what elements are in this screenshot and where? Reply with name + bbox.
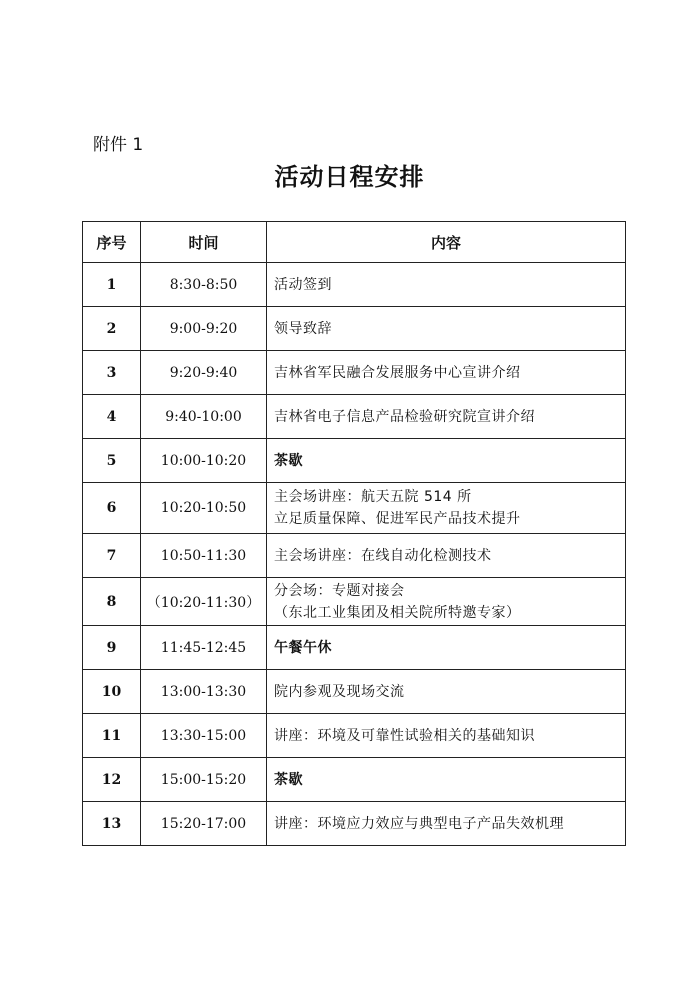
row-content-line: 分会场：专题对接会 bbox=[274, 582, 405, 599]
row-content-line: 茶歇 bbox=[274, 452, 303, 469]
row-time: 10:00-10:20 bbox=[141, 439, 267, 483]
table-row bbox=[83, 483, 626, 534]
row-content-line: 领导致辞 bbox=[274, 320, 332, 337]
table-row bbox=[83, 534, 626, 578]
row-content bbox=[267, 578, 626, 626]
schedule-table bbox=[82, 221, 626, 846]
row-time: 9:20-9:40 bbox=[141, 351, 267, 395]
row-time: （10:20-11:30） bbox=[141, 578, 267, 626]
row-content bbox=[267, 395, 626, 439]
row-time: 13:00-13:30 bbox=[141, 670, 267, 714]
table-row bbox=[83, 670, 626, 714]
row-time: 10:20-10:50 bbox=[141, 483, 267, 534]
table-row bbox=[83, 395, 626, 439]
row-time: 15:00-15:20 bbox=[141, 758, 267, 802]
row-content-line: 吉林省军民融合发展服务中心宣讲介绍 bbox=[274, 364, 521, 381]
table-header-row bbox=[83, 222, 626, 263]
schedule-body bbox=[83, 263, 626, 846]
row-content-line: 主会场讲座：在线自动化检测技术 bbox=[274, 547, 492, 564]
row-number: 1 bbox=[83, 263, 141, 307]
column-header-num: 序号 bbox=[83, 222, 141, 263]
row-number: 5 bbox=[83, 439, 141, 483]
row-content-line: 讲座：环境应力效应与典型电子产品失效机理 bbox=[274, 815, 564, 832]
row-time: 15:20-17:00 bbox=[141, 802, 267, 846]
column-header-content: 内容 bbox=[267, 222, 626, 263]
row-time: 13:30-15:00 bbox=[141, 714, 267, 758]
row-number: 13 bbox=[83, 802, 141, 846]
row-number: 8 bbox=[83, 578, 141, 626]
row-content-line: 吉林省电子信息产品检验研究院宣讲介绍 bbox=[274, 408, 535, 425]
row-content bbox=[267, 802, 626, 846]
attachment-label: 附件 1 bbox=[93, 135, 144, 155]
row-number: 3 bbox=[83, 351, 141, 395]
row-content bbox=[267, 534, 626, 578]
row-number: 11 bbox=[83, 714, 141, 758]
table-row bbox=[83, 439, 626, 483]
table-row bbox=[83, 307, 626, 351]
table-row bbox=[83, 758, 626, 802]
row-content bbox=[267, 670, 626, 714]
row-number: 9 bbox=[83, 626, 141, 670]
row-content bbox=[267, 626, 626, 670]
row-content-line: 主会场讲座：航天五院 514 所 bbox=[274, 489, 472, 505]
row-content bbox=[267, 263, 626, 307]
table-row bbox=[83, 802, 626, 846]
row-content-line: 午餐午休 bbox=[274, 639, 332, 656]
row-number: 10 bbox=[83, 670, 141, 714]
row-time: 10:50-11:30 bbox=[141, 534, 267, 578]
row-number: 4 bbox=[83, 395, 141, 439]
table-row bbox=[83, 351, 626, 395]
table-row bbox=[83, 263, 626, 307]
row-content-line: 讲座：环境及可靠性试验相关的基础知识 bbox=[274, 727, 535, 744]
row-content bbox=[267, 714, 626, 758]
row-time: 9:00-9:20 bbox=[141, 307, 267, 351]
table-row bbox=[83, 714, 626, 758]
row-time: 11:45-12:45 bbox=[141, 626, 267, 670]
row-number: 2 bbox=[83, 307, 141, 351]
row-content bbox=[267, 351, 626, 395]
row-content-line: 立足质量保障、促进军民产品技术提升 bbox=[274, 511, 521, 527]
row-content-line: 活动签到 bbox=[274, 276, 332, 293]
row-number: 6 bbox=[83, 483, 141, 534]
row-content bbox=[267, 307, 626, 351]
table-row bbox=[83, 578, 626, 626]
row-content bbox=[267, 483, 626, 534]
row-time: 9:40-10:00 bbox=[141, 395, 267, 439]
row-content bbox=[267, 439, 626, 483]
page-title: 活动日程安排 bbox=[274, 163, 425, 191]
row-content bbox=[267, 758, 626, 802]
row-number: 12 bbox=[83, 758, 141, 802]
row-number: 7 bbox=[83, 534, 141, 578]
row-time: 8:30-8:50 bbox=[141, 263, 267, 307]
column-header-time: 时间 bbox=[141, 222, 267, 263]
row-content-line: 茶歇 bbox=[274, 771, 303, 788]
row-content-line: 院内参观及现场交流 bbox=[274, 683, 405, 700]
table-row bbox=[83, 626, 626, 670]
row-content-line: （东北工业集团及相关院所特邀专家） bbox=[274, 604, 521, 621]
